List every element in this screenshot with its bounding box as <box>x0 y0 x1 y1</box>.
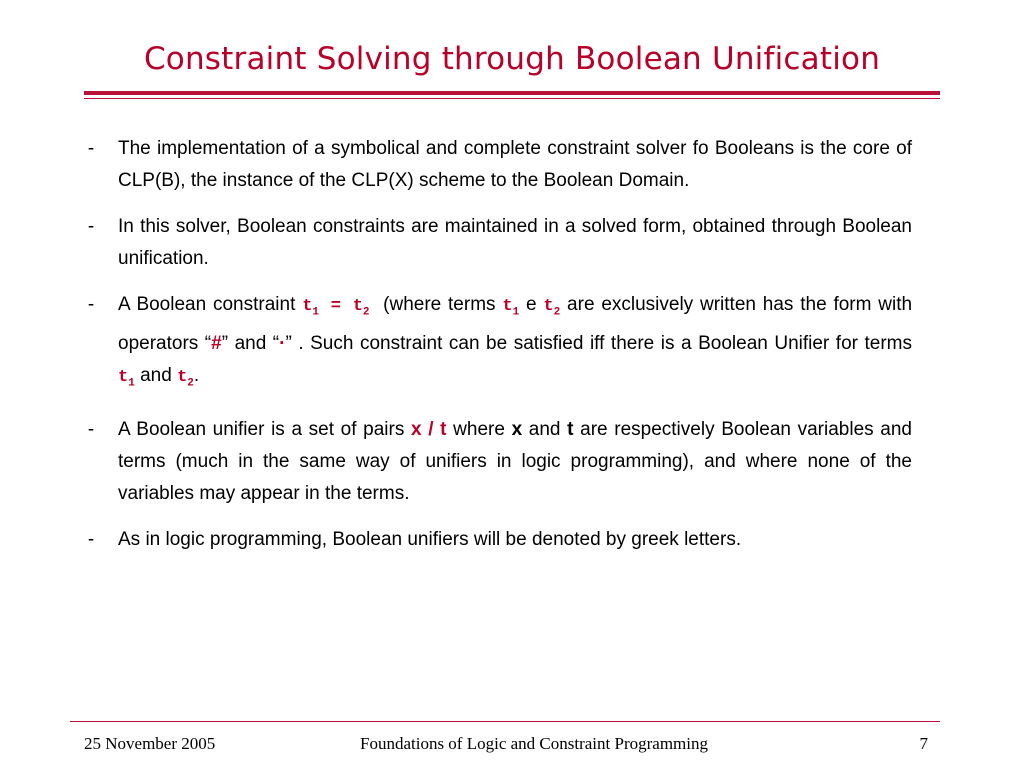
slide-title: Constraint Solving through Boolean Unification <box>143 41 881 77</box>
term-t1: $t_1$ <box>502 297 520 319</box>
term-t1: $t_1$ <box>118 368 135 390</box>
text-span: A Boolean unifier is a set of pairs <box>118 418 405 440</box>
title-divider-thick <box>84 91 940 95</box>
text-span: e <box>526 294 537 315</box>
bullet-marker: - <box>87 216 95 237</box>
text-span: where <box>453 418 505 440</box>
bullet-item <box>84 414 912 510</box>
bullet-item <box>84 289 912 400</box>
footer-divider <box>70 721 940 722</box>
term-t: t <box>440 418 447 440</box>
bullet-item <box>84 211 912 275</box>
bullet-marker: - <box>87 294 95 315</box>
bullet-text-5: As in logic programming, Boolean unifiers will be denoted by greek letters. <box>118 528 742 550</box>
constraint-equation: $t_1 = t_2$ <box>302 297 370 319</box>
text-span: ” and “ <box>221 333 280 355</box>
bullet-marker: - <box>87 528 95 550</box>
text-span: ” . Such constraint can be satisfied iff there is a Boolean Unifier for terms <box>285 333 913 355</box>
footer-date: 25 November 2005 <box>84 734 216 753</box>
variable-x: x <box>411 418 422 440</box>
bullet-item <box>84 133 912 197</box>
text-span: are respectively Boolean variables and terms (much in the same way of unifiers in logic programming), and where none of the variables may appear in the terms. <box>118 418 912 504</box>
bullet-text-1: The implementation of a symbolical and complete constraint solver fo Booleans is the core of CLP(B), the instance of the CLP(X) scheme to the Boolean Domain. <box>118 138 912 191</box>
bullet-item <box>84 524 912 556</box>
text-span: are exclusively written has the form with operators “ <box>118 294 913 355</box>
variable-x: x <box>511 418 523 440</box>
operator-dot: · <box>279 333 286 355</box>
bullet-text-4 <box>118 414 912 510</box>
footer-course-title: Foundations of Logic and Constraint Programming <box>360 734 708 753</box>
term-t2: $t_2$ <box>177 368 194 390</box>
bullet-list <box>84 133 912 556</box>
text-span: and <box>140 365 172 387</box>
term-t2: $t_2$ <box>543 297 561 319</box>
bullet-marker: - <box>87 138 95 159</box>
page-number: 7 <box>919 734 928 753</box>
text-span: (where terms <box>383 294 496 315</box>
title-divider-thin <box>84 98 940 99</box>
operator-hash: # <box>211 333 222 355</box>
text-span: A Boolean constraint <box>118 294 296 315</box>
term-t: t <box>567 418 574 440</box>
pair-slash: / <box>428 418 434 440</box>
bullet-marker: - <box>87 418 95 440</box>
bullet-text-3 <box>118 289 912 400</box>
text-span: . <box>193 365 200 387</box>
text-span: and <box>528 418 561 440</box>
bullet-text-2: In this solver, Boolean constraints are maintained in a solved form, obtained through Boolean unification. <box>118 216 912 269</box>
